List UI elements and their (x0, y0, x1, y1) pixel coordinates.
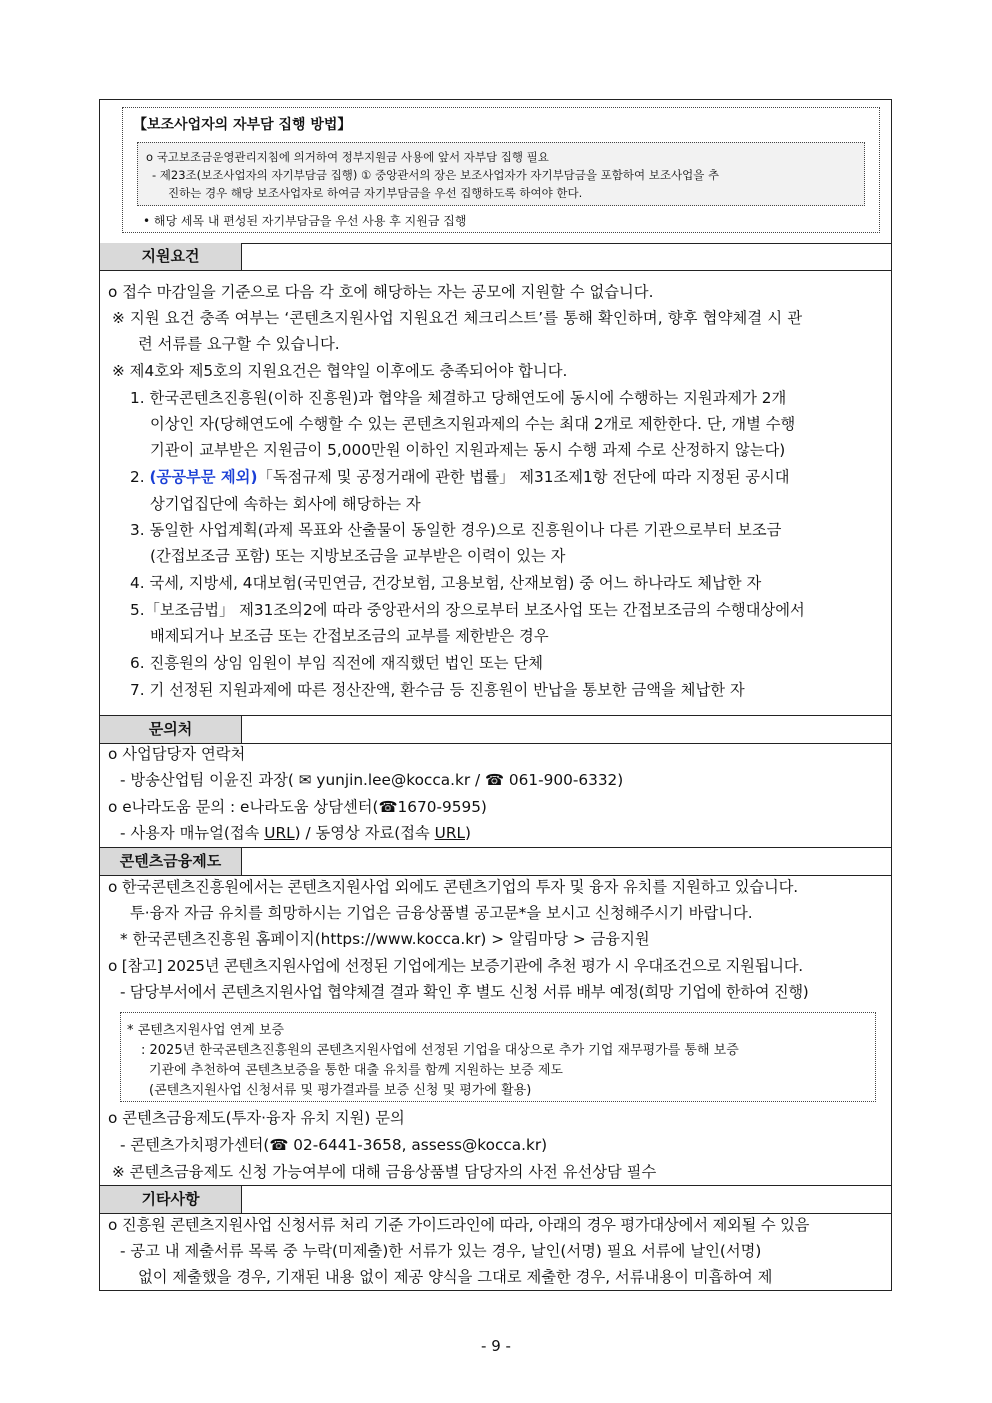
self-funding-note-box (122, 107, 880, 233)
note-title: 【보조사업자의 자부담 집행 방법】 (133, 117, 352, 133)
contact-line-3: o e나라도움 문의 : e나라도움 상담센터(☎1670-9595) (108, 798, 487, 816)
eligibility-line-1: o 접수 마감일을 기준으로 다음 각 호에 해당하는 자는 공모에 지원할 수 없습니다. (108, 283, 654, 301)
section-label-etc: 기타사항 (100, 1186, 242, 1213)
eligibility-item-1b: 이상인 자(당해연도에 수행할 수 있는 콘텐츠지원과제의 수는 최대 2개로 제한한다. 단, 개별 수행 (150, 415, 796, 433)
section-header-eligibility (100, 243, 891, 271)
page-frame (99, 99, 892, 1291)
eligibility-item-5a: 5.「보조금법」 제31조의2에 따라 중앙관서의 장으로부터 보조사업 또는 간접보조금의 수행대상에서 (130, 601, 805, 619)
public-sector-excluded-tag: (공공부문 제외) (149, 468, 258, 486)
finance-line-8: ※ 콘텐츠금융제도 신청 가능여부에 대해 금융상품별 담당자의 사전 유선상담 필수 (112, 1163, 657, 1181)
contact-line-2: - 방송산업팀 이윤진 과장( ✉ yunjin.lee@kocca.kr / ☎ 061-900-6332) (120, 771, 624, 789)
eligibility-item-5b: 배제되거나 보조금 또는 간접보조금의 교부를 제한받은 경우 (150, 627, 549, 645)
note-line-2: - 제23조(보조사업자의 자기부담금 집행) ① 중앙관서의 장은 보조사업자가 자기부담금을 포함하여 보조사업을 추 (152, 168, 720, 182)
finance-line-2: 투·융자 자금 유치를 희망하시는 기업은 금융상품별 공고문*을 보시고 신청해주시기 바랍니다. (130, 904, 753, 922)
eligibility-line-2: ※ 지원 요건 충족 여부는 ‘콘텐츠지원사업 지원요건 체크리스트’를 통해 확인하며, 향후 협약체결 시 관 (112, 309, 803, 327)
guarantee-line-4: (콘텐츠지원사업 신청서류 및 평가결과를 보증 신청 및 평가에 활용) (149, 1083, 532, 1098)
eligibility-item-3b: (간접보조금 포함) 또는 지방보조금을 교부받은 이력이 있는 자 (150, 547, 566, 565)
section-label-eligibility: 지원요건 (100, 243, 242, 270)
eligibility-item-7: 7. 기 선정된 지원과제에 따른 정산잔액, 환수금 등 진흥원이 반납을 통보한 금액을 체납한 자 (130, 681, 745, 699)
video-url-link[interactable]: URL (434, 824, 465, 842)
etc-line-3: 없이 제출했을 경우, 기재된 내용 없이 제공 양식을 그대로 제출한 경우, 서류내용이 미흡하여 제 (138, 1268, 773, 1286)
note-inner-box (137, 142, 865, 206)
section-header-etc (100, 1185, 891, 1214)
section-header-finance (100, 847, 891, 876)
manual-url-link[interactable]: URL (264, 824, 295, 842)
closing-paren: ) (465, 824, 471, 842)
note-line-3: 진하는 경우 해당 보조사업자로 하여금 자기부담금을 우선 집행하도록 하여야 한다. (168, 186, 583, 200)
item-2-number: 2. (130, 468, 145, 486)
manual-text: - 사용자 매뉴얼(접속 (120, 824, 265, 842)
eligibility-item-4: 4. 국세, 지방세, 4대보험(국민연금, 건강보험, 고용보험, 산재보험) 중 어느 하나라도 체납한 자 (130, 574, 762, 592)
section-label-finance: 콘텐츠금융제도 (100, 848, 242, 875)
eligibility-item-2b: 상기업집단에 속하는 회사에 해당하는 자 (150, 495, 421, 513)
note-line-1: o 국고보조금운영관리지침에 의거하여 정부지원금 사용에 앞서 자부담 집행 필요 (146, 150, 549, 164)
video-text: ) / 동영상 자료(접속 (294, 824, 435, 842)
eligibility-item-6: 6. 진흥원의 상임 임원이 부임 직전에 재직했던 법인 또는 단체 (130, 654, 544, 672)
eligibility-item-1c: 기관이 교부받은 지원금이 5,000만원 이하인 지원과제는 동시 수행 과제 수로 산정하지 않는다) (150, 441, 786, 459)
guarantee-info-box (120, 1012, 876, 1102)
guarantee-line-3: 기관에 추천하여 콘텐츠보증을 통한 대출 유치를 함께 지원하는 보증 제도 (149, 1063, 563, 1078)
finance-line-6: o 콘텐츠금융제도(투자·융자 유치 지원) 문의 (108, 1109, 405, 1127)
finance-line-1: o 한국콘텐츠진흥원에서는 콘텐츠지원사업 외에도 콘텐츠기업의 투자 및 융자 유치를 지원하고 있습니다. (108, 878, 799, 896)
guarantee-line-2: : 2025년 한국콘텐츠진흥원의 콘텐츠지원사업에 선정된 기업을 대상으로 추가 기업 재무평가를 통해 보증 (141, 1043, 739, 1058)
section-header-contact (100, 715, 891, 744)
guarantee-line-1: * 콘텐츠지원사업 연계 보증 (127, 1023, 285, 1038)
self-funding-note-area (100, 100, 891, 244)
eligibility-line-3: 련 서류를 요구할 수 있습니다. (138, 335, 340, 353)
eligibility-line-4: ※ 제4호와 제5호의 지원요건은 협약일 이후에도 충족되어야 합니다. (112, 362, 568, 380)
finance-line-7: - 콘텐츠가치평가센터(☎ 02-6441-3658, assess@kocca.kr) (120, 1136, 548, 1154)
finance-line-3: * 한국콘텐츠진흥원 홈페이지(https://www.kocca.kr) > 알림마당 > 금융지원 (120, 930, 650, 948)
note-footer: • 해당 세목 내 편성된 자기부담금을 우선 사용 후 지원금 집행 (143, 214, 467, 228)
etc-line-2: - 공고 내 제출서류 목록 중 누락(미제출)한 서류가 있는 경우, 날인(서명) 필요 서류에 날인(서명) (120, 1242, 762, 1260)
item-2-text: 「독점규제 및 공정거래에 관한 법률」 제31조제1항 전단에 따라 지정된 공시대 (257, 468, 790, 486)
etc-line-1: o 진흥원 콘텐츠지원사업 신청서류 처리 기준 가이드라인에 따라, 아래의 경우 평가대상에서 제외될 수 있음 (108, 1216, 810, 1234)
eligibility-item-2a (130, 467, 790, 487)
page-number: - 9 - (481, 1337, 511, 1355)
finance-line-4: o [참고] 2025년 콘텐츠지원사업에 선정된 기업에게는 보증기관에 추천 평가 시 우대조건으로 지원됩니다. (108, 957, 803, 975)
eligibility-item-1a: 1. 한국콘텐츠진흥원(이하 진흥원)과 협약을 체결하고 당해연도에 동시에 수행하는 지원과제가 2개 (130, 389, 787, 407)
contact-line-4 (120, 823, 471, 843)
finance-line-5: - 담당부서에서 콘텐츠지원사업 협약체결 결과 확인 후 별도 신청 서류 배부 예정(희망 기업에 한하여 진행) (120, 983, 809, 1001)
eligibility-item-3a: 3. 동일한 사업계획(과제 목표와 산출물이 동일한 경우)으로 진흥원이나 다른 기관으로부터 보조금 (130, 521, 782, 539)
contact-line-1: o 사업담당자 연락처 (108, 745, 246, 763)
section-label-contact: 문의처 (100, 716, 242, 743)
